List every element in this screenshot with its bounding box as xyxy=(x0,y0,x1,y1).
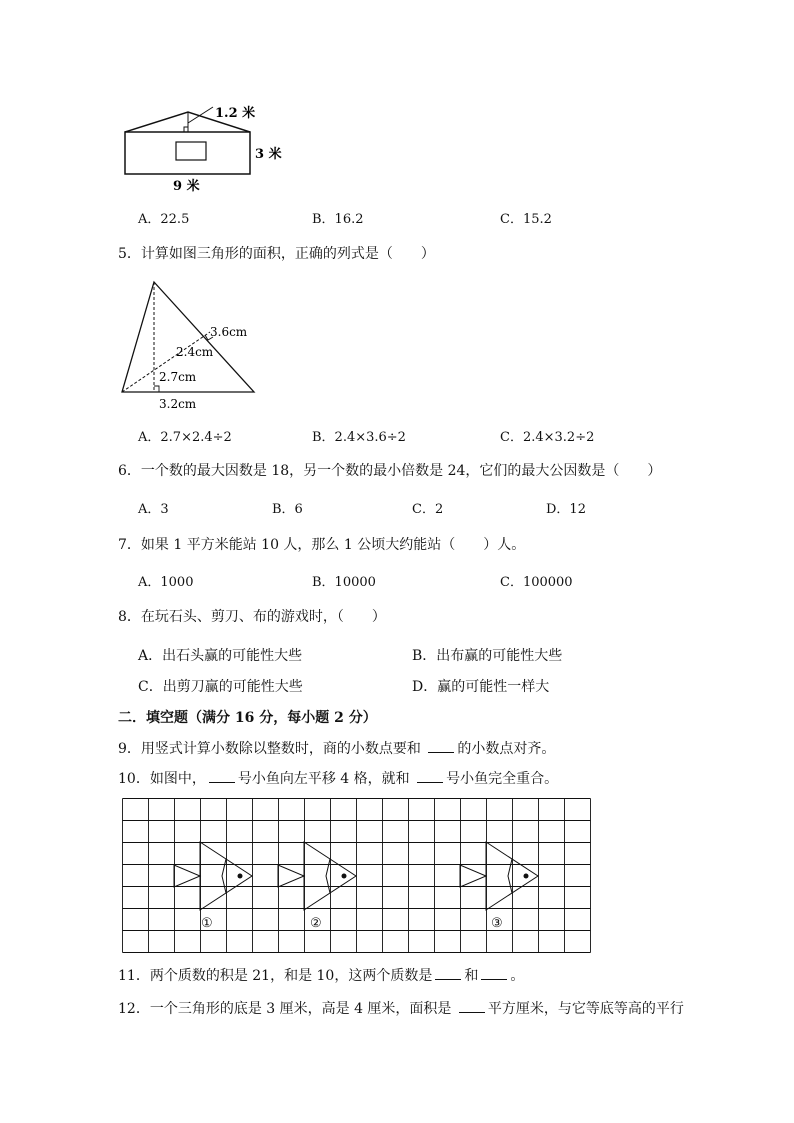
q10-blank-2[interactable] xyxy=(417,770,443,783)
fish-1-tail xyxy=(174,865,200,887)
q10-stem xyxy=(118,768,558,788)
q8-option-d[interactable]: D．赢的可能性一样大 xyxy=(412,679,550,695)
q7-option-b[interactable]: B．10000 xyxy=(312,575,376,590)
side-label: 3.6cm xyxy=(210,325,248,339)
q9-blank[interactable] xyxy=(428,740,454,753)
q8-option-c[interactable]: C．出剪刀赢的可能性大些 xyxy=(138,679,303,695)
q10-text-after: 号小鱼完全重合。 xyxy=(446,771,559,787)
q7-option-c[interactable]: C．100000 xyxy=(500,575,573,590)
right-angle-base xyxy=(154,386,159,392)
q11-text-middle: 和 xyxy=(464,968,479,984)
fish-3-eye xyxy=(524,874,529,879)
fish-1-body xyxy=(200,842,252,910)
leader-line xyxy=(188,107,213,123)
q9-text-before: 9．用竖式计算小数除以整数时，商的小数点要和 xyxy=(118,741,426,757)
fish-1 xyxy=(174,842,252,910)
roof-height-label: 1.2 米 xyxy=(215,106,256,121)
base-label: 3.2cm xyxy=(159,397,197,411)
fish-2-eye xyxy=(342,874,347,879)
q9-text-after: 的小数点对齐。 xyxy=(457,741,556,757)
q5-option-c[interactable]: C．2.4×3.2÷2 xyxy=(500,430,595,445)
q6-option-a[interactable]: A．3 xyxy=(138,502,169,517)
q4-option-c[interactable]: C．15.2 xyxy=(500,212,552,227)
q11-stem xyxy=(118,965,524,985)
q5-option-b[interactable]: B．2.4×3.6÷2 xyxy=(312,430,406,445)
width-label: 9 米 xyxy=(173,179,200,194)
q6-stem: 6．一个数的最大因数是 18，另一个数的最小倍数是 24，它们的最大公因数是（ ） xyxy=(118,463,662,479)
q5-stem: 5．计算如图三角形的面积，正确的列式是（ ） xyxy=(118,246,435,262)
house-figure xyxy=(118,98,298,198)
q9-stem xyxy=(118,738,555,758)
q11-blank-2[interactable] xyxy=(481,967,507,980)
q11-text-before: 11．两个质数的积是 21，和是 10，这两个质数是 xyxy=(118,968,433,984)
height-to-base-label: 2.7cm xyxy=(159,370,197,384)
fish-2 xyxy=(278,842,356,910)
fish-1-eye xyxy=(238,874,243,879)
q8-stem: 8．在玩石头、剪刀、布的游戏时，（ ） xyxy=(118,609,386,625)
fish-2-label: ② xyxy=(310,916,322,931)
q6-option-c[interactable]: C．2 xyxy=(412,502,444,517)
q4-option-b[interactable]: B．16.2 xyxy=(312,212,364,227)
q5-option-a[interactable]: A．2.7×2.4÷2 xyxy=(138,430,232,445)
fish-3-tail xyxy=(460,865,486,887)
fish-3-label: ③ xyxy=(491,916,503,931)
fish-3-body xyxy=(486,842,538,910)
section-title: 二．填空题（满分 16 分，每小题 2 分） xyxy=(118,710,377,726)
q11-text-after: 。 xyxy=(510,968,525,984)
fish-3 xyxy=(460,842,538,910)
q10-blank-1[interactable] xyxy=(209,770,235,783)
q7-option-a[interactable]: A．1000 xyxy=(138,575,194,590)
q12-blank[interactable] xyxy=(459,1000,485,1013)
q8-option-a[interactable]: A．出石头赢的可能性大些 xyxy=(138,648,303,664)
q11-blank-1[interactable] xyxy=(435,967,461,980)
q10-text-before: 10．如图中， xyxy=(118,771,206,787)
house-window xyxy=(176,142,206,160)
q8-option-b[interactable]: B．出布赢的可能性大些 xyxy=(412,648,563,664)
fish-1-label: ① xyxy=(201,916,213,931)
q12-text-before: 12．一个三角形的底是 3 厘米，高是 4 厘米，面积是 xyxy=(118,1001,456,1017)
grid xyxy=(123,799,591,953)
height-to-side-label: 2.4cm xyxy=(176,345,214,359)
q10-text-middle: 号小鱼向左平移 4 格，就和 xyxy=(237,771,415,787)
q6-option-b[interactable]: B．6 xyxy=(272,502,303,517)
q12-stem xyxy=(118,998,684,1018)
wall-height-label: 3 米 xyxy=(255,147,282,162)
house-wall xyxy=(125,132,250,174)
q6-option-d[interactable]: D．12 xyxy=(546,502,586,517)
q4-option-a[interactable]: A．22.5 xyxy=(138,212,190,227)
fish-2-tail xyxy=(278,865,304,887)
q7-stem: 7．如果 1 平方米能站 10 人，那么 1 公顷大约能站（ ）人。 xyxy=(118,537,526,553)
q12-text-after: 平方厘米，与它等底等高的平行 xyxy=(487,1001,684,1017)
fish-grid-figure xyxy=(122,797,592,955)
triangle-figure xyxy=(118,278,268,413)
fish-2-body xyxy=(304,842,356,910)
